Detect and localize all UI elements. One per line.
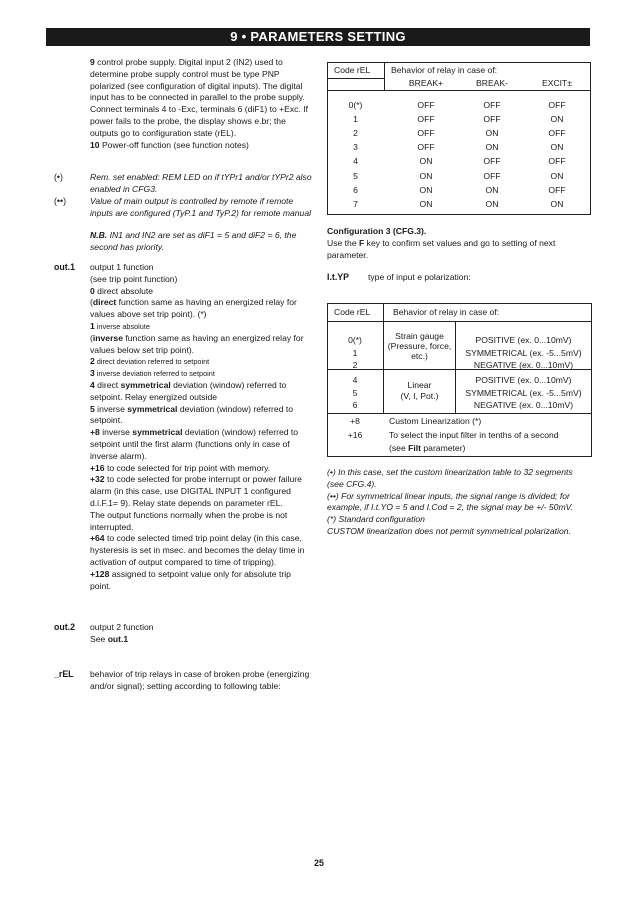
- relay-state-cell: ON: [419, 170, 433, 181]
- note-line: CUSTOM linearization does not permit symmetrical polarization.: [327, 525, 571, 536]
- relay-code-cell: 2: [353, 128, 358, 139]
- out1-line: +64 to code selected timed trip point delay (in this case, hysteresis is set in msec. and becomes the delay time in activation of output compared to time of tripping).: [90, 533, 305, 567]
- note-mark: (••): [54, 196, 67, 206]
- input-desc-cell: Linear: [407, 380, 432, 390]
- out1-line: (direct function same as having an energized relay for values above set trip point). (*): [90, 297, 297, 320]
- out1-line: +16 to code selected for trip point with memory.: [90, 462, 271, 473]
- nb-label: N.B.: [90, 230, 108, 240]
- code-header: Code rEL: [334, 65, 371, 75]
- out1-line: The output functions normally when the probe is not interrupted.: [90, 509, 288, 532]
- input-desc-cell: etc.): [411, 351, 428, 361]
- intro-paragraph: 9 control probe supply. Digital input 2 (IN2) used to determine probe supply control must be type PNP polarized (see configuration of digital inputs). The digital input has to be connected in parallel to the probe supply. Connect terminals 4 to -Exc, terminals 6 (diF1) to +Exc. If power fails to the probe, the display shows e.br; the outputs go to configuration state (rEL).: [90, 57, 309, 138]
- out1-line: 1 inverse absolute: [90, 320, 150, 331]
- relay-code-cell: 6: [353, 184, 358, 195]
- out1-line: +128 assigned to setpoint value only for absolute trip point.: [90, 568, 291, 591]
- relay-code-cell: 5: [353, 170, 358, 181]
- relay-state-cell: OFF: [548, 100, 566, 110]
- out1-line: 2 direct deviation referred to setpoint: [90, 356, 210, 367]
- relay-table: [327, 62, 591, 215]
- input-range-cell: NEGATIVE (ex. 0...10mV): [473, 400, 574, 410]
- input-range-cell: SYMMETRICAL (ex. -5...5mV): [465, 387, 582, 398]
- relay-state-cell: OFF: [483, 114, 501, 125]
- relay-code-cell: 3: [353, 142, 358, 153]
- code-header: Code rEL: [334, 307, 371, 317]
- relay-state-cell: ON: [485, 198, 499, 209]
- relay-state-cell: OFF: [548, 184, 566, 195]
- input-desc-cell: (V, I, Pot.): [400, 391, 439, 401]
- relay-state-cell: ON: [550, 198, 564, 209]
- nb-text: IN1 and IN2 are set as diF1 = 5 and diF2 = 6, the second has priority.: [90, 230, 297, 252]
- out1-line: output 1 function: [90, 262, 154, 272]
- relay-state-cell: OFF: [483, 156, 501, 167]
- relay-state-cell: OFF: [548, 128, 566, 139]
- input-code-cell: 6: [352, 400, 358, 410]
- input-desc-cell: Strain gauge: [395, 331, 444, 341]
- out1-line: 4 direct symmetrical deviation (window) referred to setpoint. Relay energized outside: [90, 379, 287, 402]
- relay-state-cell: OFF: [417, 100, 435, 110]
- input-desc-cell: Custom Linearization (*): [389, 416, 482, 426]
- relay-state-cell: OFF: [483, 170, 501, 181]
- input-range-cell: NEGATIVE (ex. 0...10mV): [473, 360, 574, 370]
- rel-description: behavior of trip relays in case of broken probe (energizing and/or signal); setting according to following table:: [90, 669, 310, 691]
- param-label-out2: out.2: [54, 622, 76, 632]
- relay-code-cell: 0(*): [348, 100, 363, 110]
- col-head: BREAK-: [476, 78, 508, 88]
- note-mark: (•): [54, 172, 63, 182]
- input-code-cell: 0(*): [348, 335, 362, 345]
- input-code-cell: 1: [352, 347, 358, 358]
- relay-state-cell: ON: [550, 142, 564, 153]
- nb-note: [90, 230, 312, 254]
- relay-state-cell: OFF: [483, 100, 501, 110]
- input-code-cell: 4: [352, 375, 358, 385]
- input-code-cell: +16: [347, 430, 363, 440]
- param-label-ityp: I.t.YP: [327, 272, 349, 282]
- input-range-cell: SYMMETRICAL (ex. -5...5mV): [465, 347, 582, 358]
- out2-see: See out.1: [90, 633, 129, 644]
- note-line: (*) Standard configuration: [327, 514, 425, 525]
- note-text: Value of main output is controlled by remote if remote inputs are configured (TyP.1 and TyP.2) for remote manual: [90, 196, 312, 218]
- note-text: Rem. set enabled: REM LED on if tYPr1 and/or tYPr2 also enabled in CFG3.: [90, 172, 312, 194]
- intro-block: [90, 57, 312, 151]
- out1-description: [90, 262, 312, 592]
- out1-line: 5 inverse symmetrical deviation (window) referred to setpoint.: [90, 403, 294, 426]
- out1-line: 0 direct absolute: [90, 285, 154, 296]
- relay-state-cell: OFF: [417, 128, 435, 139]
- relay-code-cell: 1: [353, 114, 358, 125]
- behavior-header: Behavior of relay in case of:: [391, 65, 498, 75]
- behavior-header: Behavior of relay in case of:: [393, 307, 500, 317]
- out2-line: output 2 function: [90, 622, 154, 632]
- relay-state-cell: OFF: [548, 156, 566, 167]
- relay-state-cell: ON: [485, 142, 499, 153]
- relay-state-cell: ON: [419, 198, 433, 209]
- intro-paragraph: 10 Power-off function (see function notes): [90, 139, 249, 150]
- param-label-rel: _rEL: [54, 669, 74, 679]
- out1-line: +32 to code selected for probe interrupt or power failure alarm (in this case, use DIGITAL INPUT 1 configured d.i.F.1= 9). Relay state depends on parameter rEL.: [90, 474, 302, 508]
- relay-state-cell: ON: [550, 114, 564, 125]
- col-head: BREAK+: [408, 78, 444, 88]
- cfg3-text: Use the F key to confirm set values and go to setting of next parameter.: [327, 238, 556, 260]
- relay-state-cell: ON: [485, 184, 499, 195]
- out1-line: (see trip point function): [90, 273, 178, 284]
- cfg3-title: Configuration 3 (CFG.3).: [327, 226, 427, 236]
- input-range-cell: POSITIVE (ex. 0...10mV): [475, 335, 572, 345]
- note-line: (••) For symmetrical linear inputs, the signal range is divided; for example, if I.t.YO = 5 and I.Cod = 2, the signal may be +/- 50mV.: [327, 490, 574, 513]
- input-code-cell: 2: [352, 360, 358, 370]
- input-range-cell: POSITIVE (ex. 0...10mV): [475, 375, 572, 385]
- input-code-cell: +8: [350, 416, 360, 426]
- param-label-out1: out.1: [54, 262, 76, 272]
- input-desc-cell: (Pressure, force,: [387, 341, 452, 351]
- relay-code-cell: 4: [353, 156, 358, 167]
- out1-line: +8 inverse symmetrical deviation (window) referred to setpoint until the first alarm (functions only in case of inverse alarm).: [90, 427, 299, 461]
- relay-code-cell: 7: [353, 198, 358, 209]
- note-line: (•) In this case, set the custom linearization table to 32 segments (see CFG.4).: [327, 467, 573, 489]
- relay-state-cell: OFF: [417, 114, 435, 125]
- right-notes: [327, 467, 589, 538]
- col-head: EXCIT±: [541, 78, 573, 88]
- page-number: 25: [314, 858, 324, 868]
- input-desc-cell: (see Filt parameter): [389, 443, 466, 453]
- out1-line: (inverse function same as having an energized relay for values below set trip point).: [90, 332, 304, 355]
- section-header: 9 • PARAMETERS SETTING: [46, 28, 590, 46]
- input-type-table: [327, 303, 592, 457]
- relay-state-cell: ON: [419, 156, 433, 167]
- relay-state-cell: ON: [419, 184, 433, 195]
- relay-state-cell: ON: [550, 170, 564, 181]
- ityp-description: type of input e polarization:: [368, 272, 471, 282]
- relay-state-cell: ON: [485, 128, 499, 139]
- out2-description: [90, 622, 312, 646]
- relay-state-cell: OFF: [417, 142, 435, 153]
- input-desc-cell: To select the input filter in tenths of a second: [389, 430, 559, 440]
- input-code-cell: 5: [352, 387, 358, 398]
- out1-line: 3 inverse deviation referred to setpoint: [90, 368, 215, 379]
